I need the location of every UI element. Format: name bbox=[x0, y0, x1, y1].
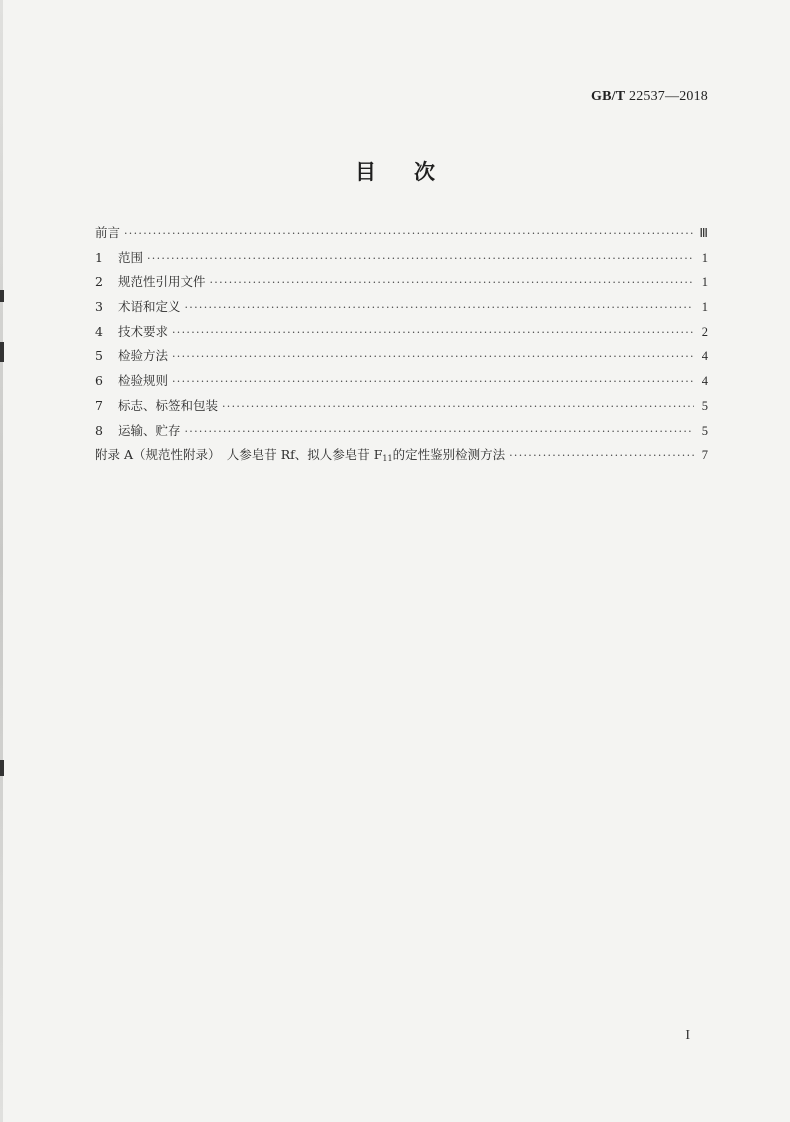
toc-section-number: 6 bbox=[95, 373, 103, 389]
toc-entry-transport-storage[interactable] bbox=[95, 421, 708, 446]
toc-section-number: 7 bbox=[95, 397, 103, 413]
toc-label: 检验方法 bbox=[118, 348, 169, 364]
toc-label: 技术要求 bbox=[118, 323, 169, 339]
toc-entry-normative-references[interactable] bbox=[95, 272, 708, 297]
toc-page-number: 1 bbox=[701, 300, 708, 315]
toc-leader bbox=[124, 227, 693, 240]
toc-leader bbox=[185, 301, 694, 314]
toc-section-number: 5 bbox=[95, 348, 103, 364]
scan-mark-top bbox=[0, 290, 4, 302]
toc-label-subscript: 11 bbox=[382, 454, 393, 464]
page-title: 目次 bbox=[355, 160, 473, 184]
toc-section-number: 3 bbox=[95, 299, 103, 315]
standard-number bbox=[591, 89, 708, 105]
toc-leader bbox=[210, 276, 694, 289]
toc-section-number: 2 bbox=[95, 274, 103, 290]
toc-leader bbox=[185, 425, 694, 438]
table-of-contents bbox=[95, 223, 708, 470]
toc-page-number: 1 bbox=[701, 275, 708, 290]
toc-entry-foreword[interactable] bbox=[95, 223, 708, 248]
toc-page-number: 7 bbox=[701, 448, 708, 463]
toc-entry-inspection-rules[interactable] bbox=[95, 371, 708, 396]
toc-entry-scope[interactable] bbox=[95, 248, 708, 273]
toc-entry-annex-a[interactable] bbox=[95, 445, 708, 470]
toc-label-main: 附录 A（规范性附录） 人参皂苷 Rf、拟人参皂苷 F bbox=[95, 447, 383, 463]
toc-label: 规范性引用文件 bbox=[118, 274, 206, 290]
toc-leader bbox=[509, 449, 694, 462]
toc-page-number: 4 bbox=[701, 349, 708, 364]
toc-leader bbox=[147, 252, 694, 265]
toc-page-number: 5 bbox=[701, 423, 708, 438]
standard-code: 22537—2018 bbox=[629, 89, 708, 104]
toc-leader bbox=[172, 375, 694, 388]
toc-page-number: 1 bbox=[701, 250, 708, 265]
toc-leader bbox=[172, 350, 694, 363]
toc-page-number: 5 bbox=[701, 398, 708, 413]
toc-label: 术语和定义 bbox=[118, 299, 181, 315]
toc-label: 标志、标签和包装 bbox=[118, 397, 219, 413]
toc-label: 范围 bbox=[118, 249, 144, 265]
page-folio: I bbox=[685, 1028, 690, 1043]
toc-leader bbox=[222, 400, 694, 413]
toc-section-number: 4 bbox=[95, 323, 103, 339]
toc-label-tail: 的定性鉴别检测方法 bbox=[392, 447, 506, 463]
toc-entry-technical-requirements[interactable] bbox=[95, 322, 708, 347]
scan-mark-lower bbox=[0, 760, 4, 776]
toc-entry-test-methods[interactable] bbox=[95, 346, 708, 371]
toc-leader bbox=[172, 326, 694, 339]
toc-section-number: 1 bbox=[95, 249, 103, 265]
toc-section-number: 8 bbox=[95, 422, 103, 438]
standard-prefix: GB/T bbox=[591, 89, 626, 104]
scan-mark-middle bbox=[0, 342, 4, 362]
toc-entry-marking-packaging[interactable] bbox=[95, 396, 708, 421]
toc-label: 运输、贮存 bbox=[118, 422, 181, 438]
toc-label bbox=[95, 445, 509, 463]
toc-entry-terms[interactable] bbox=[95, 297, 708, 322]
toc-page-number: 2 bbox=[701, 324, 708, 339]
toc-page-number: Ⅲ bbox=[699, 226, 708, 240]
toc-label: 前言 bbox=[95, 225, 121, 240]
toc-label: 检验规则 bbox=[118, 373, 169, 389]
toc-page-number: 4 bbox=[701, 374, 708, 389]
